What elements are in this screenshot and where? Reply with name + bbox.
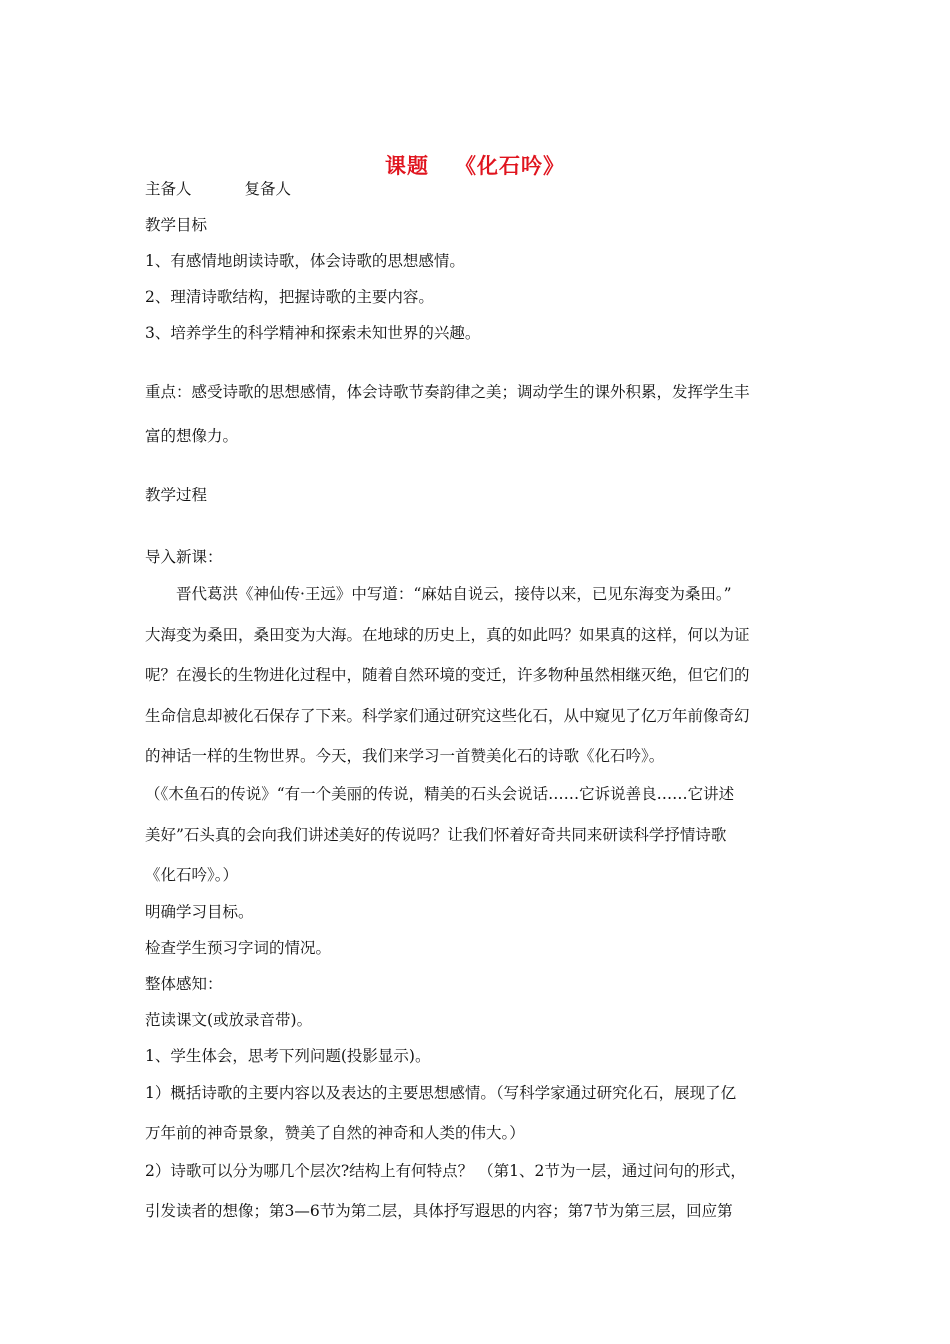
objective-item-3: 3、培养学生的科学精神和探索未知世界的兴趣。: [145, 324, 481, 342]
question-line: 1）概括诗歌的主要内容以及表达的主要思想感情。（写科学家通过研究化石，展现了亿: [145, 1084, 737, 1102]
paragraph-line: 生命信息却被化石保存了下来。科学家们通过研究这些化石，从中窥见了亿万年前像奇幻: [145, 707, 750, 725]
step-line: 1、学生体会，思考下列问题(投影显示)。: [145, 1047, 431, 1065]
paragraph-line: 大海变为桑田，桑田变为大海。在地球的历史上，真的如此吗？如果真的这样，何以为证: [145, 626, 750, 644]
question-line: 2）诗歌可以分为哪几个层次?结构上有何特点？ （第1、2节为一层，通过问句的形式，: [145, 1162, 746, 1180]
paragraph-line: 呢？在漫长的生物进化过程中，随着自然环境的变迁，许多物种虽然相继灭绝，但它们的: [145, 666, 750, 684]
title-name: 《化石吟》: [455, 153, 565, 178]
roles-line: [145, 177, 291, 199]
objective-item-2: 2、理清诗歌结构，把握诗歌的主要内容。: [145, 288, 434, 306]
reviewer-label: 复备人: [244, 180, 291, 198]
paragraph-line: （《木鱼石的传说》“有一个美丽的传说，精美的石头会说话……它诉说善良……它讲述: [145, 785, 735, 803]
key-points-line-2: 富的想像力。: [145, 427, 239, 445]
paragraph-line: 晋代葛洪《神仙传·王远》中写道：“麻姑自说云，接侍以来，已见东海变为桑田。”: [145, 585, 732, 603]
page-title: [0, 150, 950, 180]
step-line: 明确学习目标。: [145, 903, 254, 921]
question-line: 万年前的神奇景象，赞美了自然的神奇和人类的伟大。）: [145, 1124, 525, 1142]
section-heading-process: 教学过程: [145, 486, 208, 504]
step-line: 范读课文(或放录音带)。: [145, 1011, 313, 1029]
objective-item-1: 1、有感情地朗读诗歌，体会诗歌的思想感情。: [145, 252, 465, 270]
key-points-line-1: 重点：感受诗歌的思想感情，体会诗歌节奏韵律之美；调动学生的课外积累，发挥学生丰: [145, 383, 750, 401]
title-label: 课题: [385, 153, 429, 178]
paragraph-line: 《化石吟》。）: [145, 866, 239, 884]
step-line: 整体感知：: [145, 975, 223, 993]
main-preparer-label: 主备人: [145, 180, 192, 198]
section-heading-objectives: 教学目标: [145, 216, 208, 234]
step-line: 检查学生预习字词的情况。: [145, 939, 332, 957]
paragraph-line: 美好”石头真的会向我们讲述美好的传说吗？让我们怀着好奇共同来研读科学抒情诗歌: [145, 826, 727, 844]
paragraph-line: 的神话一样的生物世界。今天，我们来学习一首赞美化石的诗歌《化石吟》。: [145, 747, 665, 765]
question-line: 引发读者的想像；第3—6节为第二层，具体抒写遐思的内容；第7节为第三层，回应第: [145, 1202, 733, 1220]
intro-heading: 导入新课：: [145, 548, 223, 566]
